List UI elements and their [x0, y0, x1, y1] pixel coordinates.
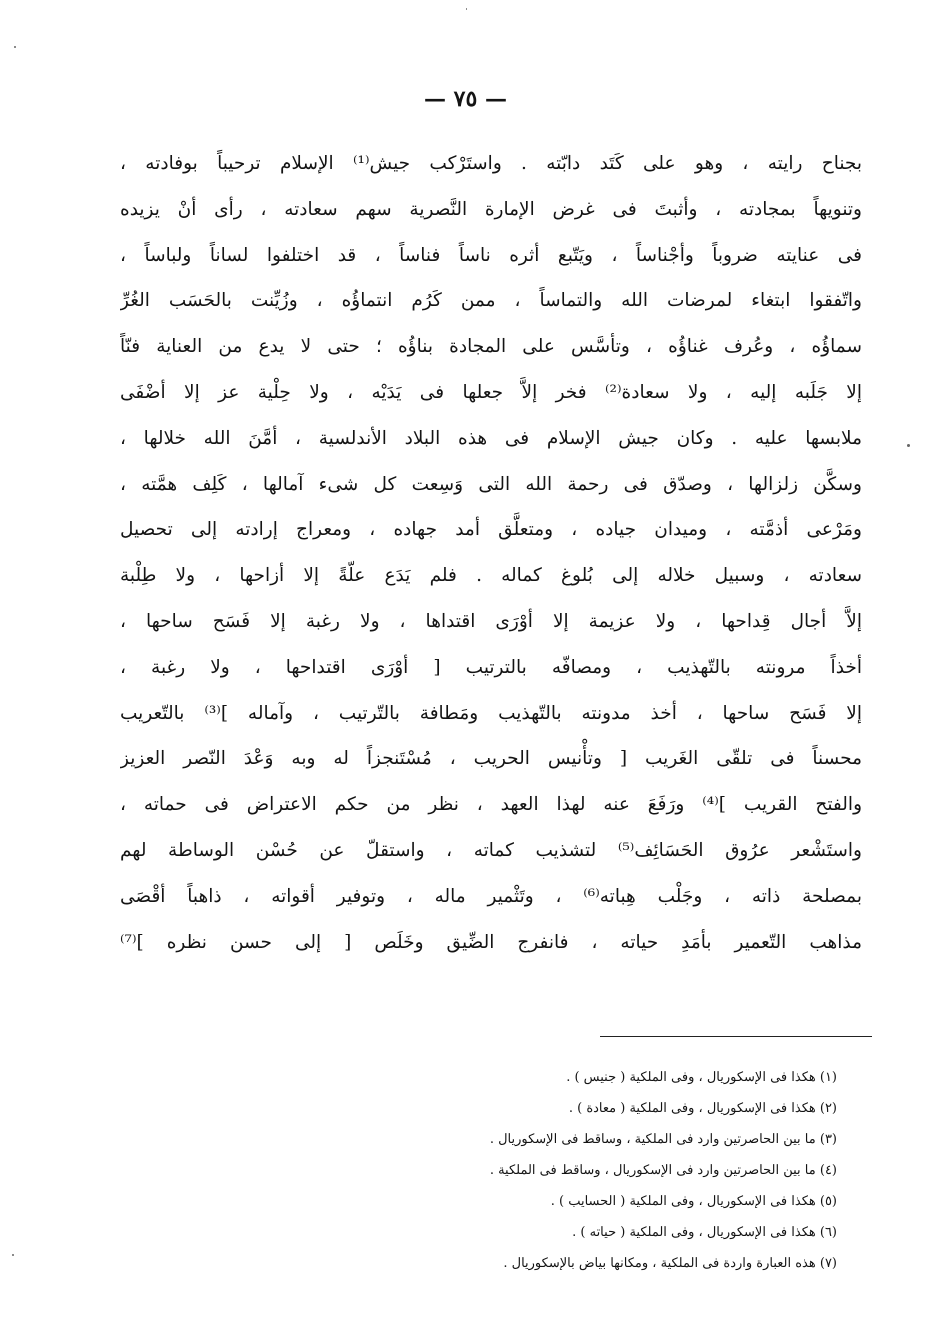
- text-line: فى عنايته ضروباً وأجْناساً ، ويَتّبع أثره ناساً فناساً ، قد اختلفوا لساناً ولباساً ،: [120, 244, 862, 266]
- text-line: ملابسها عليه . وكان جيش الإسلام فى هذه البلاد الأندلسية ، أمَّنَ الله خلالها ،: [120, 427, 862, 449]
- footnote-divider: [600, 1036, 872, 1037]
- footnotes: [380, 1062, 837, 1279]
- footnote: (١) هكذا فى الإسكوريال ، وفى الملكية ( جنيس ) .: [566, 1070, 837, 1085]
- footnote: (٢) هكذا فى الإسكوريال ، وفى الملكية ( معادة ) .: [568, 1101, 837, 1116]
- text-line: والفتح القريب ]⁽⁴⁾ ورَفَعَ عنه لهذا العهد ، نظر من حكم الاعتراض فى حماته ،: [120, 794, 862, 816]
- text-line: وتنويهاً بمجادته ، وأثبتَ فى غرض الإمارة النَّصرية سهم سعادته ، رأى أنْ يزيده: [120, 198, 862, 220]
- main-text: [120, 141, 862, 965]
- text-line: بمصلحة ذاته ، وجَلْب هِباته⁽⁶⁾ ، وتَثْمير ماله ، وتوفير أقواته ، ذاهباً أقْصَى: [120, 885, 862, 907]
- footnote: (٥) هكذا فى الإسكوريال ، وفى الملكية ( الحسايب ) .: [550, 1194, 837, 1209]
- footnote: (٤) ما بين الحاصرتين وارد فى الإسكوريال ، وساقط فى الملكية .: [489, 1163, 837, 1178]
- scan-speck: [14, 46, 16, 48]
- text-line: واستَشْعر عرُوق الحَسَائِف⁽⁵⁾ لتشذيب كماته ، واستقلّ عن حُسْن الوساطة لهم: [120, 839, 862, 861]
- scan-speck: [907, 444, 910, 447]
- text-line: بجناح رايته ، وهو على كَتَد دابّته . واستَرْكب جيش⁽¹⁾ الإسلام ترحيباً بوفادته ،: [120, 153, 862, 174]
- scan-speck: [466, 8, 467, 10]
- footnote: (٦) هكذا فى الإسكوريال ، وفى الملكية ( حياته ) .: [572, 1225, 837, 1240]
- scan-speck: [12, 1254, 14, 1256]
- text-line: سعادته ، وسبيل خلاله إلى بُلوغ كماله . فلم يَدَع علّةً إلا أزاحها ، ولا طِلْبة: [120, 565, 862, 587]
- text-line: ومَرْعى أذمَّته ، وميدان جياده ، ومتعلَّق أمد جهاده ، ومعراج إرادته إلى تحصيل: [120, 519, 862, 541]
- text-line: سماؤُه ، وعُرف غناؤُه ، وتأسَّس على المجادة بناؤُه ؛ حتى لا يدع من العناية فنّاً: [120, 336, 862, 358]
- text-line: واتّفقوا ابتغاء لمرضات الله والتماساً ، ممن كَرُم انتماؤُه ، وزُيِّنت بالحَسَب الغُرِّ: [120, 290, 862, 312]
- text-line: وسكَّن زلزالها ، وصدّق فى رحمة الله التى وَسِعت كل شىء آمالها ، كَلِف همَّته ،: [120, 473, 862, 495]
- footnote: (٣) ما بين الحاصرتين وارد فى الملكية ، وساقط فى الإسكوريال .: [489, 1132, 837, 1147]
- text-line: إلا جَلَبه إليه ، ولا سعادة⁽²⁾ فخر إلاَّ جعلها فى يَدَيْه ، ولا حِلْية عز إلا أضْفَى: [120, 381, 862, 403]
- text-line: مذاهب التّعمير بأمَدِ حياته ، فانفرج الضِّيق وخَلَص [ إلى حسن نظره ]⁽⁷⁾: [120, 931, 862, 953]
- page-number: — ٧٥ —: [424, 86, 507, 112]
- text-line: محسناً فى تلقّى الغَريب [ وتأْنيس الحريب ، مُسْتَنجزاً له وبه وَعْدَ النّصر العزيز: [120, 748, 862, 770]
- text-line: أخذاً مرونته بالتّهذيب ، ومصافّه بالترتيب [ أوْرَى اقتداحها ، ولا رغبة ،: [120, 656, 862, 678]
- footnote: (٧) هذه العبارة واردة فى الملكية ، ومكانها بياض بالإسكوريال .: [503, 1256, 837, 1271]
- text-line: إلاَّ أجال قِداحها ، ولا عزيمة إلا أوْرَى اقتداها ، ولا رغبة إلا فَسَح ساحها ،: [120, 610, 862, 632]
- text-line: إلا فَسَح ساحها ، أخذ مدونته بالتّهذيب ومَطافة بالتّرتيب ، وآماله ]⁽³⁾ بالتّعريب: [120, 702, 862, 724]
